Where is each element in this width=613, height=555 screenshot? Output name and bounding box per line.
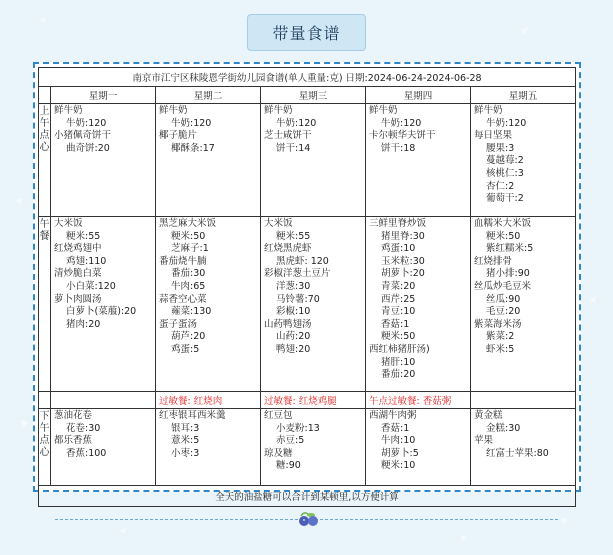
dish-name: 红烧鸡翅中 — [54, 243, 102, 255]
dish-name: 芝士咸饼干 — [264, 130, 312, 142]
dish-name: 鲜牛奶 — [54, 105, 83, 116]
ingredient: 小枣:3 — [171, 447, 200, 459]
ingredient: 胡萝卜:20 — [381, 268, 425, 280]
ingredient: 毛豆:20 — [486, 306, 521, 318]
ingredient: 饼干:14 — [276, 142, 311, 154]
ingredient: 猪小排:90 — [486, 268, 530, 280]
ingredient: 鸡翅:110 — [66, 255, 107, 267]
ingredient: 牛肉:10 — [381, 435, 416, 447]
menu-cell — [156, 409, 261, 486]
menu-cell — [51, 104, 156, 217]
dish-name: 血糯米大米饭 — [474, 218, 532, 229]
day-friday: 星期五 — [471, 87, 576, 104]
ingredient: 彩椒:10 — [276, 306, 311, 318]
dish-name: 鲜牛奶 — [264, 105, 293, 116]
ingredient: 牛奶:120 — [276, 117, 317, 129]
ingredient: 粳米:50 — [486, 230, 521, 242]
ingredient: 番茄:20 — [381, 369, 416, 381]
dish-name: 黄金糕 — [474, 410, 503, 421]
ingredient: 鸭翅:20 — [276, 343, 311, 355]
ingredient: 牛肉:65 — [171, 280, 206, 292]
footnote-row — [39, 486, 576, 507]
dish-name: 鲜牛奶 — [474, 105, 503, 116]
ingredient: 金糕:30 — [486, 422, 521, 434]
ingredient: 黑虎虾: 120 — [276, 255, 329, 267]
menu-cell — [261, 409, 366, 486]
ingredient: 粳米:55 — [276, 230, 311, 242]
dish-name: 西红柿猪肝汤) — [369, 343, 430, 355]
menu-frame — [33, 62, 581, 503]
menu-cell — [471, 104, 576, 217]
dish-name: 葱油花卷 — [54, 410, 93, 421]
ingredient: 虾米:5 — [486, 343, 515, 355]
table-header: 南京市江宁区秣陵恩学街幼儿园食谱(单人重量:克) 日期:2024-06-24-2024-06-28 — [39, 68, 576, 87]
ingredient: 牛奶:120 — [381, 117, 422, 129]
dish-name: 黑芝麻大米饭 — [159, 218, 217, 229]
ingredient: 饼干:18 — [381, 142, 416, 154]
ingredient: 曲奇饼:20 — [66, 142, 110, 154]
dish-name: 红豆包 — [264, 410, 293, 421]
dish-name: 椰子脆片 — [159, 130, 198, 142]
ingredient: 青豆:10 — [381, 306, 416, 318]
dish-name: 大米饭 — [54, 218, 83, 229]
ingredient: 白萝卜(菜菔):20 — [66, 306, 137, 318]
dish-name: 三鲜里脊炒饭 — [369, 218, 427, 229]
dish-name: 彩椒洋葱土豆片 — [264, 268, 331, 280]
ingredient: 胡萝卜:5 — [381, 447, 419, 459]
dish-name: 西湖牛肉粥 — [369, 410, 417, 421]
meal-label: 上午点心 — [39, 104, 51, 217]
dish-name: 都乐香蕉 — [54, 435, 93, 447]
ingredient: 小麦粉:13 — [276, 422, 320, 434]
allergy-tuesday: 过敏餐: 红烧肉 — [156, 392, 261, 409]
dish-name: 每日坚果 — [474, 130, 513, 142]
ingredient: 香菇:1 — [381, 422, 410, 434]
allergy-corner — [39, 392, 51, 409]
ingredient: 玉米粒:30 — [381, 255, 425, 267]
row-morning-snack — [39, 104, 576, 217]
menu-cell — [366, 217, 471, 392]
dish-name: 鲜牛奶 — [369, 105, 398, 116]
ingredient: 牛奶:120 — [486, 117, 527, 129]
day-monday: 星期一 — [51, 87, 156, 104]
menu-cell — [366, 104, 471, 217]
ingredient: 红富士苹果:80 — [486, 447, 549, 459]
day-tuesday: 星期二 — [156, 87, 261, 104]
ingredient: 花卷:30 — [66, 422, 101, 434]
ingredient: 猪肉:20 — [66, 318, 101, 330]
dish-name: 红烧黑虎虾 — [264, 243, 312, 255]
menu-cell — [51, 409, 156, 486]
footnote: 全天的油盐糖可以合计到某顿里,以方便计算 — [39, 486, 576, 507]
allergy-thursday: 午点过敏餐: 香菇粥 — [366, 392, 471, 409]
dish-name: 清炒脆白菜 — [54, 268, 102, 280]
ingredient: 杏仁:2 — [486, 180, 515, 192]
dish-name: 紫菜海米汤 — [474, 318, 522, 330]
dish-name: 山药鸭翅汤 — [264, 318, 312, 330]
dish-name: 小猪佩奇饼干 — [54, 130, 112, 142]
dish-name: 苹果 — [474, 435, 494, 447]
menu-cell — [261, 217, 366, 392]
menu-cell — [156, 104, 261, 217]
day-wednesday: 星期三 — [261, 87, 366, 104]
ingredient: 薏米:5 — [171, 435, 200, 447]
ingredient: 芝麻子:1 — [171, 243, 209, 255]
ingredient: 马铃薯:70 — [276, 293, 320, 305]
menu-table — [38, 67, 576, 507]
ingredient: 青菜:20 — [381, 280, 416, 292]
blueberry-icon — [296, 511, 322, 527]
ingredient: 粳米:55 — [66, 230, 101, 242]
ingredient: 赤豆:5 — [276, 435, 305, 447]
ingredient: 山药:20 — [276, 331, 311, 343]
ingredient: 猪里脊:30 — [381, 230, 425, 242]
menu-cell — [471, 409, 576, 486]
header-row — [39, 68, 576, 87]
ingredient: 鸡蛋:5 — [171, 343, 200, 355]
ingredient: 蕹菜:130 — [171, 306, 212, 318]
dish-name: 番茄烧牛腩 — [159, 255, 207, 267]
dish-name: 卡尔顿华夫饼干 — [369, 130, 436, 142]
ingredient: 番茄:30 — [171, 268, 206, 280]
day-row — [39, 87, 576, 104]
ingredient: 丝瓜:90 — [486, 293, 521, 305]
allergy-friday — [471, 392, 576, 409]
dish-name: 大米饭 — [264, 218, 293, 229]
ingredient: 椰酥条:17 — [171, 142, 215, 154]
ingredient: 葫芦:20 — [171, 331, 206, 343]
ingredient: 牛奶:120 — [171, 117, 212, 129]
ingredient: 银耳:3 — [171, 422, 200, 434]
row-allergy — [39, 392, 576, 409]
menu-cell — [156, 217, 261, 392]
dish-name: 蒜香空心菜 — [159, 293, 207, 305]
row-lunch — [39, 217, 576, 392]
dish-name: 蛋子蛋汤 — [159, 318, 198, 330]
meal-label: 午餐 — [39, 217, 51, 392]
ingredient: 小白菜:120 — [66, 280, 116, 292]
dish-name: 丝瓜炒毛豆米 — [474, 280, 532, 292]
ingredient: 粳米:10 — [381, 460, 416, 472]
ingredient: 蔓越莓:2 — [486, 155, 524, 167]
ingredient: 糖:90 — [276, 460, 301, 472]
allergy-monday — [51, 392, 156, 409]
ingredient: 粳米:50 — [171, 230, 206, 242]
ingredient: 香菇:1 — [381, 318, 410, 330]
dish-name: 琼及糖 — [264, 447, 293, 459]
page-title: 带量食谱 — [247, 14, 365, 51]
ingredient: 腰果:3 — [486, 142, 515, 154]
dish-name: 鲜牛奶 — [159, 105, 188, 116]
dish-name: 红烧排骨 — [474, 255, 513, 267]
title-wrapper — [0, 14, 613, 51]
ingredient: 洋葱:30 — [276, 280, 311, 292]
corner-cell — [39, 87, 51, 104]
menu-cell — [51, 217, 156, 392]
row-afternoon-snack — [39, 409, 576, 486]
dish-name: 红枣银耳西米羹 — [159, 410, 226, 421]
ingredient: 核桃仁:3 — [486, 167, 524, 179]
ingredient: 猪肝:10 — [381, 356, 416, 368]
meal-label: 下午点心 — [39, 409, 51, 486]
ingredient: 牛奶:120 — [66, 117, 107, 129]
ingredient: 香蕉:100 — [66, 447, 107, 459]
menu-cell — [366, 409, 471, 486]
dish-name: 萝卜肉圆汤 — [54, 293, 102, 305]
allergy-wednesday: 过敏餐: 红烧鸡腿 — [261, 392, 366, 409]
menu-cell — [261, 104, 366, 217]
ingredient: 葡萄干:2 — [486, 193, 524, 205]
ingredient: 粳米:50 — [381, 331, 416, 343]
day-thursday: 星期四 — [366, 87, 471, 104]
ingredient: 紫菜:2 — [486, 331, 515, 343]
ingredient: 西芹:25 — [381, 293, 416, 305]
menu-cell — [471, 217, 576, 392]
ingredient: 鸡蛋:10 — [381, 243, 416, 255]
ingredient: 紫红糯米:5 — [486, 243, 534, 255]
